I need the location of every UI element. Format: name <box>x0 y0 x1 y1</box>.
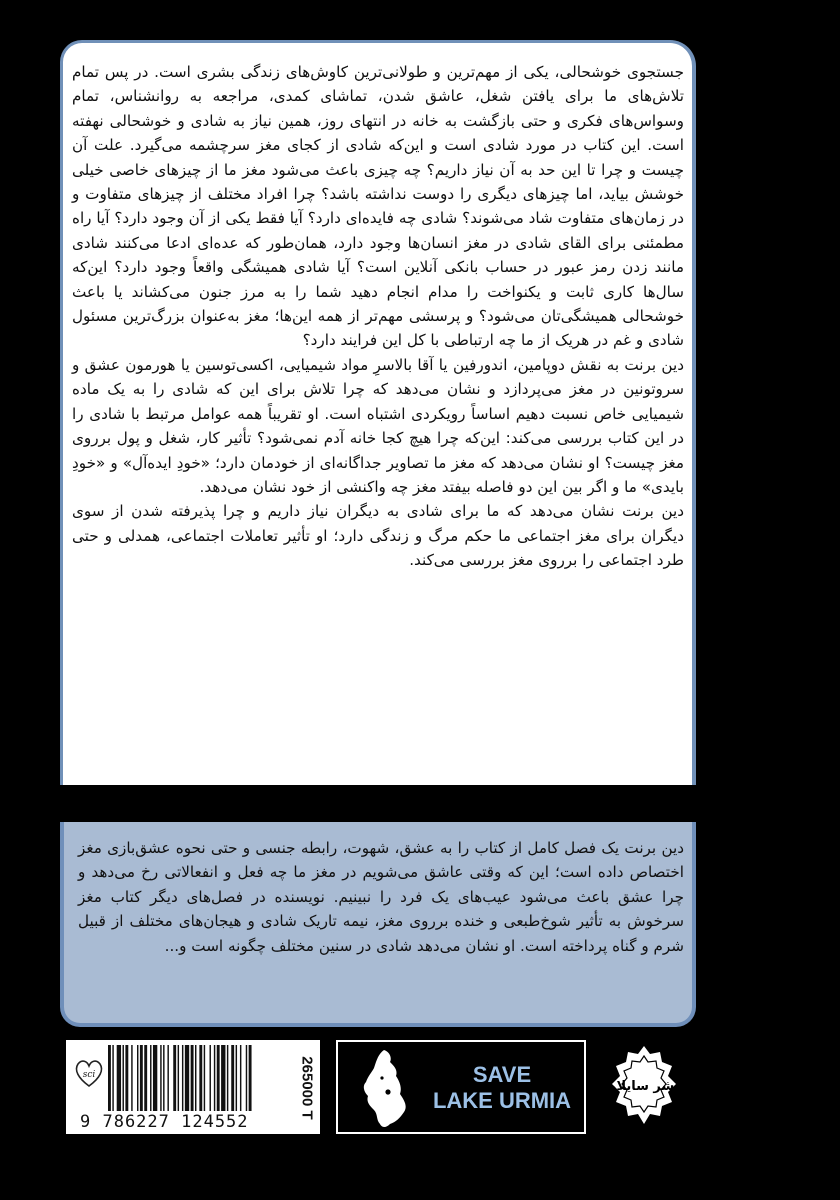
barcode-bar <box>195 1045 196 1111</box>
barcode-bar <box>163 1045 164 1111</box>
barcode-bar <box>199 1045 202 1111</box>
barcode-bar <box>173 1045 176 1111</box>
barcode-bar <box>246 1045 247 1111</box>
barcode-bars <box>108 1045 296 1111</box>
paragraph-1: جستجوی خوشحالی، یکی از مهم‌ترین و طولانی‌ترین کاوش‌های زندگی بشری است. در پس تمام تلاش‌های ما برای یافتن شغل، عاشق شدن، تماشای کمدی، مراجعه به روانشناس، تمام وسواس‌های فکری و حتی بازگشت به خانه در انتهای روز، همین نیاز به شادی و خوشحالی نهفته است. این کتاب در مورد شادی است و این‌که شادی از کجای مغز سرچشمه می‌گیرد. علت آن چیست و چرا تا این حد به آن نیاز داریم؟ چه چیزی باعث می‌شود مغز ما از چیزهای خاصی خیلی خوشش بیاید، اما چیزهای دیگری را دوست نداشته باشد؟ چرا افراد مختلف از چیزهای متفاوت و در زمان‌های متفاوت شاد می‌شوند؟ شادی چه فایده‌ای دارد؟ آیا فقط یکی از آن وجود دارد؟ آیا راه مطمئنی برای القای شادی در مغز انسان‌ها وجود دارد، همان‌طور که عده‌ای ادعا می‌کنند شادی مانند زدن رمز عبور در حساب بانکی آنلاین است؟ آیا شادی همیشگی واقعاً وجود دارد؟ این‌که سال‌ها کاری ثابت و یکنواخت را مدام انجام دهید شما را به مرز جنون می‌کشاند یا باعث خوشحالی همیشگی‌تان می‌شود؟ و پرسشی مهم‌تر از همه این‌ها؛ مغز به‌عنوان بزرگ‌ترین مسئول شادی و غم در هریک از ما چه ارتباطی با کل این فرایند دارد؟ <box>72 63 684 350</box>
barcode-bar <box>210 1045 211 1111</box>
barcode-bar <box>137 1045 138 1111</box>
paragraph-2: دین برنت به نقش دوپامین، اندورفین یا آقا بالاسرِ مواد شیمیایی، اکسی‌توسین یا هورمون عشق و سروتونین در مغز می‌پردازد و نشان می‌دهد که چرا تلاش برای این که شادی را به یک ماده شیمیایی خاص نسبت دهیم اساساً رویکردی اشتباه است. او تقریباً همه عوامل مرتبط با شادی را در این کتاب بررسی می‌کند: این‌که چرا هیچ کجا خانه آدم نمی‌شود؟ تأثیر کار، شغل و پول برروی مغز چیست؟ او نشان می‌دهد که مغز ما تصاویر جداگانه‌ای از خودمان دارد؛ «خودِ ایده‌آل» و «خودِ بایدی» ما و اگر بین این دو فاصله بیفتد مغز چه واکنشی از خود نشان می‌دهد. <box>72 355 684 496</box>
barcode-bar <box>125 1045 128 1111</box>
barcode-bar <box>117 1045 121 1111</box>
isbn-number: 9 786227 124552 <box>80 1112 249 1132</box>
svg-text:نشر سایلاو: نشر سایلاو <box>608 1079 680 1094</box>
price-code: 265000 T <box>298 1056 316 1120</box>
highlight-text: دین برنت یک فصل کامل از کتاب را به عشق، شهوت، رابطه جنسی و حتی نحوه عشق‌بازی مغز اختصاص داده است؛ این که وقتی عاشق می‌شویم در مغز ما چه فعل و انفعالاتی رخ می‌دهد و چرا عشق باعث می‌شود عیب‌های یک فرد را نبینیم. نویسنده در فصل‌های دیگر کتاب مغز سرخوش به تأثیر شوخ‌طبعی و خنده برروی مغز، نیمه تاریک شادی و هیجان‌های مختلف از قبیل شرم و گناه پرداخته است. او نشان می‌دهد شادی در سنین مختلف چگونه است و... <box>78 839 684 955</box>
barcode-bar <box>140 1045 143 1111</box>
barcode-bar <box>191 1045 194 1111</box>
barcode-bar <box>144 1045 147 1111</box>
campaign-line-1: SAVE <box>472 1062 532 1087</box>
campaign-text <box>422 1062 582 1114</box>
barcode-bar <box>150 1045 151 1111</box>
barcode-bar <box>249 1045 252 1111</box>
main-description <box>72 60 684 573</box>
campaign-line-2: LAKE URMIA <box>432 1088 572 1113</box>
barcode-bar <box>221 1045 225 1111</box>
barcode-bar <box>112 1045 113 1111</box>
publisher-logo-icon <box>604 1040 684 1134</box>
save-lake-urmia-badge <box>336 1040 586 1134</box>
barcode-bar <box>240 1045 241 1111</box>
barcode-bar <box>131 1045 132 1111</box>
barcode-bar <box>231 1045 234 1111</box>
svg-text:sci: sci <box>82 1070 96 1080</box>
barcode-bar <box>236 1045 237 1111</box>
barcode-bar <box>204 1045 205 1111</box>
sci-logo-icon <box>72 1056 106 1090</box>
barcode-bar <box>160 1045 161 1111</box>
barcode-bar <box>182 1045 183 1111</box>
paragraph-3: دین برنت نشان می‌دهد که ما برای شادی به دیگران نیاز داریم و چرا پذیرفته شدن از سوی دیگران برای مغز اجتماعی ما حکم مرگ و زندگی دارد؛ او تأثیر تعاملات اجتماعی، همدلی و حتی طرد اجتماعی را برروی مغز بررسی می‌کند. <box>72 502 684 570</box>
barcode-bar <box>108 1045 111 1111</box>
barcode-bar <box>167 1045 168 1111</box>
barcode-bar <box>185 1045 189 1111</box>
barcode-bar <box>217 1045 220 1111</box>
barcode-bar <box>214 1045 215 1111</box>
barcode-bar <box>227 1045 228 1111</box>
barcode-bar <box>178 1045 179 1111</box>
barcode-bar <box>123 1045 124 1111</box>
barcode-bar <box>153 1045 157 1111</box>
barcode-area <box>66 1040 320 1134</box>
lake-map-icon <box>356 1048 416 1130</box>
